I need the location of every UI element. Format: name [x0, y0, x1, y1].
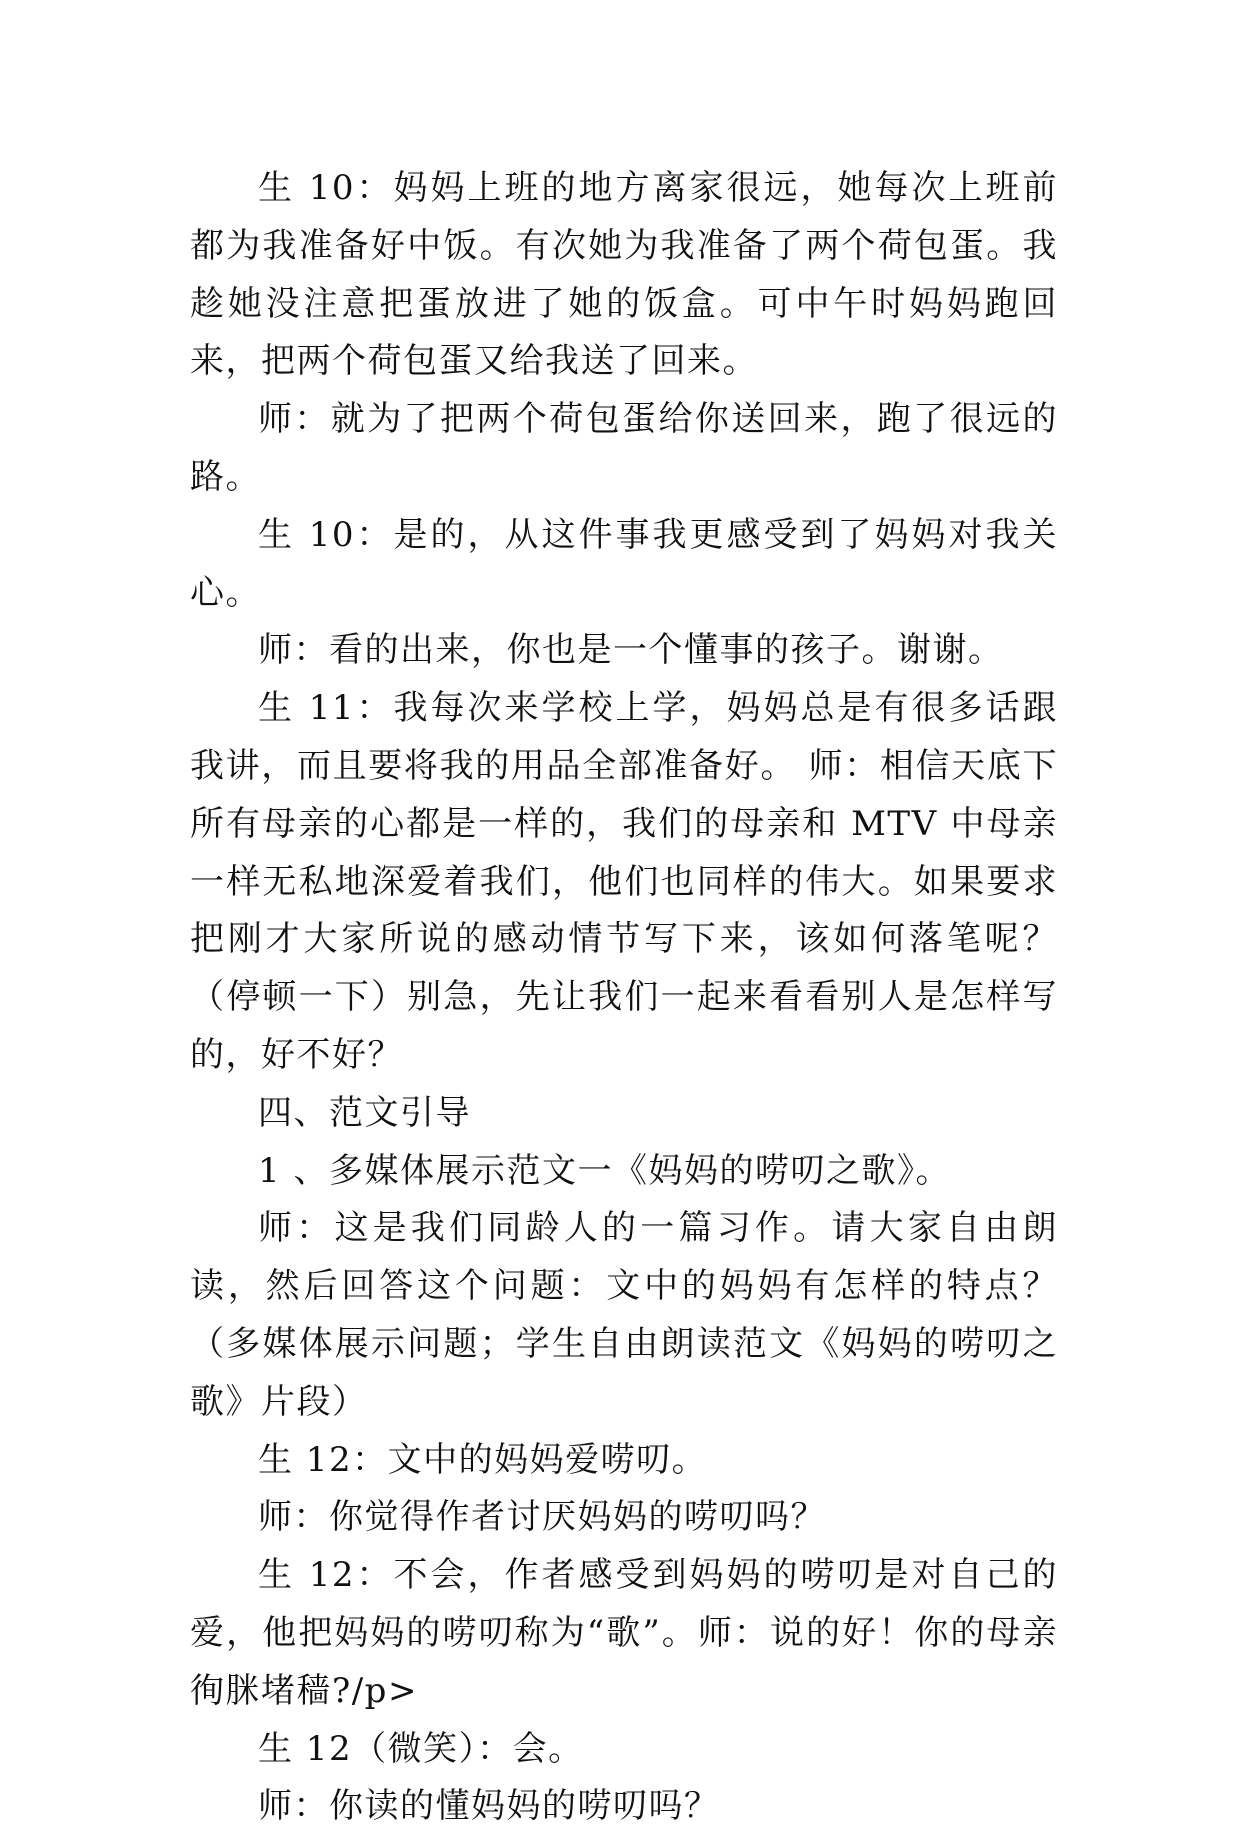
- paragraph: 师：你读的懂妈妈的唠叨吗？: [258, 1786, 720, 1827]
- paragraph: 生 12（微笑）：会。: [258, 1728, 584, 1769]
- paragraph: 师：你觉得作者讨厌妈妈的唠叨吗？: [258, 1497, 826, 1538]
- paragraph: 生 10：妈妈上班的地方离家很远，她每次上班前都为我准备好中饭。有次她为我准备了两个荷包蛋。我趁她没注意把蛋放进了她的饭盒。可中午时妈妈跑回来，把两个荷包蛋又给我送了回来。: [190, 168, 1058, 382]
- paragraph: 师：这是我们同龄人的一篇习作。请大家自由朗读，然后回答这个问题：文中的妈妈有怎样的特点？（多媒体展示问题；学生自由朗读范文《妈妈的唠叨之歌》片段）: [190, 1208, 1058, 1422]
- document-body: [190, 160, 1058, 1836]
- paragraph: 生 10：是的，从这件事我更感受到了妈妈对我关心。: [190, 514, 1058, 613]
- paragraph: 生 12：文中的妈妈爱唠叨。: [258, 1439, 708, 1480]
- paragraph: 生 12：不会，作者感受到妈妈的唠叨是对自己的爱，他把妈妈的唠叨称为“歌”。师：说的好！你的母亲徇脒堵穑?/p>: [190, 1555, 1058, 1711]
- paragraph: 师：就为了把两个荷包蛋给你送回来，跑了很远的路。: [190, 399, 1058, 497]
- paragraph: 1 、多媒体展示范文一《妈妈的唠叨之歌》。: [258, 1150, 951, 1191]
- section-heading: 四、范文引导: [258, 1092, 471, 1133]
- paragraph: 生 11：我每次来学校上学，妈妈总是有很多话跟我讲，而且要将我的用品全部准备好。 师：相信天底下所有母亲的心都是一样的，我们的母亲和 MTV 中母亲一样无私地深爱着我们，他们也同样的伟大。如果要求把刚才大家所说的感动情节写下来，该如何落笔呢？（停顿一下）别急，先让我们一起来看看别人是怎样写的，好不好？: [190, 688, 1058, 1075]
- paragraph: 师：看的出来，你也是一个懂事的孩子。谢谢。: [258, 630, 1004, 671]
